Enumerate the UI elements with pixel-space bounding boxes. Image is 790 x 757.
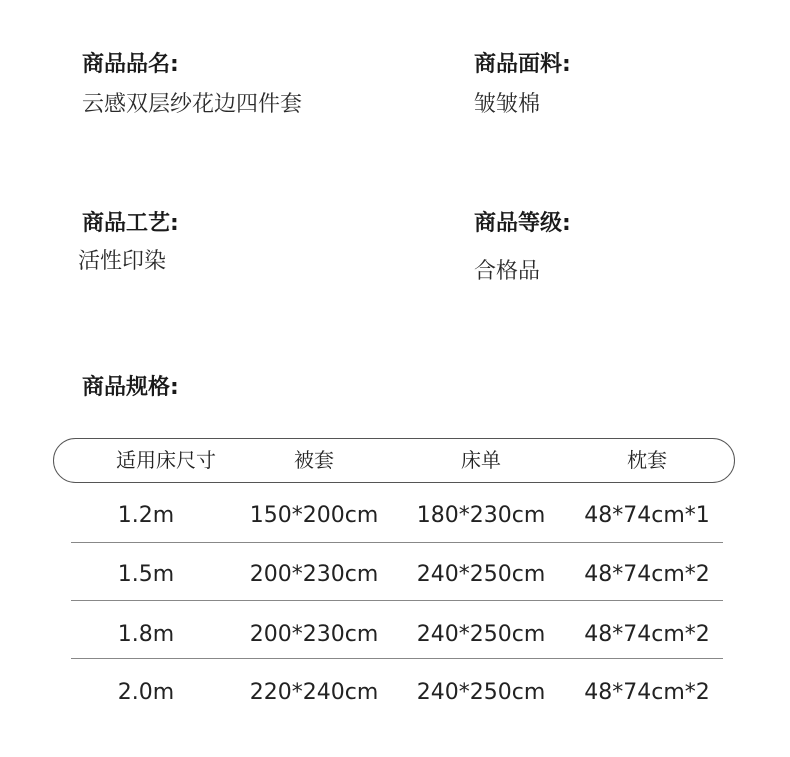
cell-bed-size: 2.0m [117,680,175,705]
product-craft-value: 活性印染 [78,249,167,274]
table-row [71,615,723,655]
header-duvet-cover: 被套 [294,448,334,472]
cell-bed-sheet: 240*250cm [416,680,546,705]
header-bed-sheet: 床单 [461,448,501,472]
product-grade-label: 商品等级: [474,211,571,236]
cell-pillowcase: 48*74cm*1 [584,503,710,528]
cell-bed-sheet: 180*230cm [416,503,546,528]
header-bed-size: 适用床尺寸 [116,448,216,472]
table-row [71,496,723,536]
cell-pillowcase: 48*74cm*2 [584,562,710,587]
cell-duvet-cover: 200*230cm [249,562,379,587]
header-pillowcase: 枕套 [627,448,667,472]
row-divider [71,542,723,543]
cell-duvet-cover: 220*240cm [249,680,379,705]
cell-duvet-cover: 200*230cm [249,622,379,647]
product-name-label: 商品品名: [82,52,179,77]
product-fabric-label: 商品面料: [474,52,571,77]
product-spec-label: 商品规格: [82,375,179,400]
product-fabric-value: 皱皱棉 [474,92,541,117]
cell-pillowcase: 48*74cm*2 [584,680,710,705]
row-divider [71,600,723,601]
cell-duvet-cover: 150*200cm [249,503,379,528]
table-row [71,673,723,713]
cell-pillowcase: 48*74cm*2 [584,622,710,647]
cell-bed-size: 1.8m [117,622,175,647]
cell-bed-size: 1.2m [117,503,175,528]
product-craft-label: 商品工艺: [82,211,179,236]
product-name-value: 云感双层纱花边四件套 [82,92,303,117]
cell-bed-sheet: 240*250cm [416,562,546,587]
table-row [71,555,723,595]
cell-bed-sheet: 240*250cm [416,622,546,647]
cell-bed-size: 1.5m [117,562,175,587]
table-header [53,438,735,483]
row-divider [71,658,723,659]
product-grade-value: 合格品 [474,259,541,284]
